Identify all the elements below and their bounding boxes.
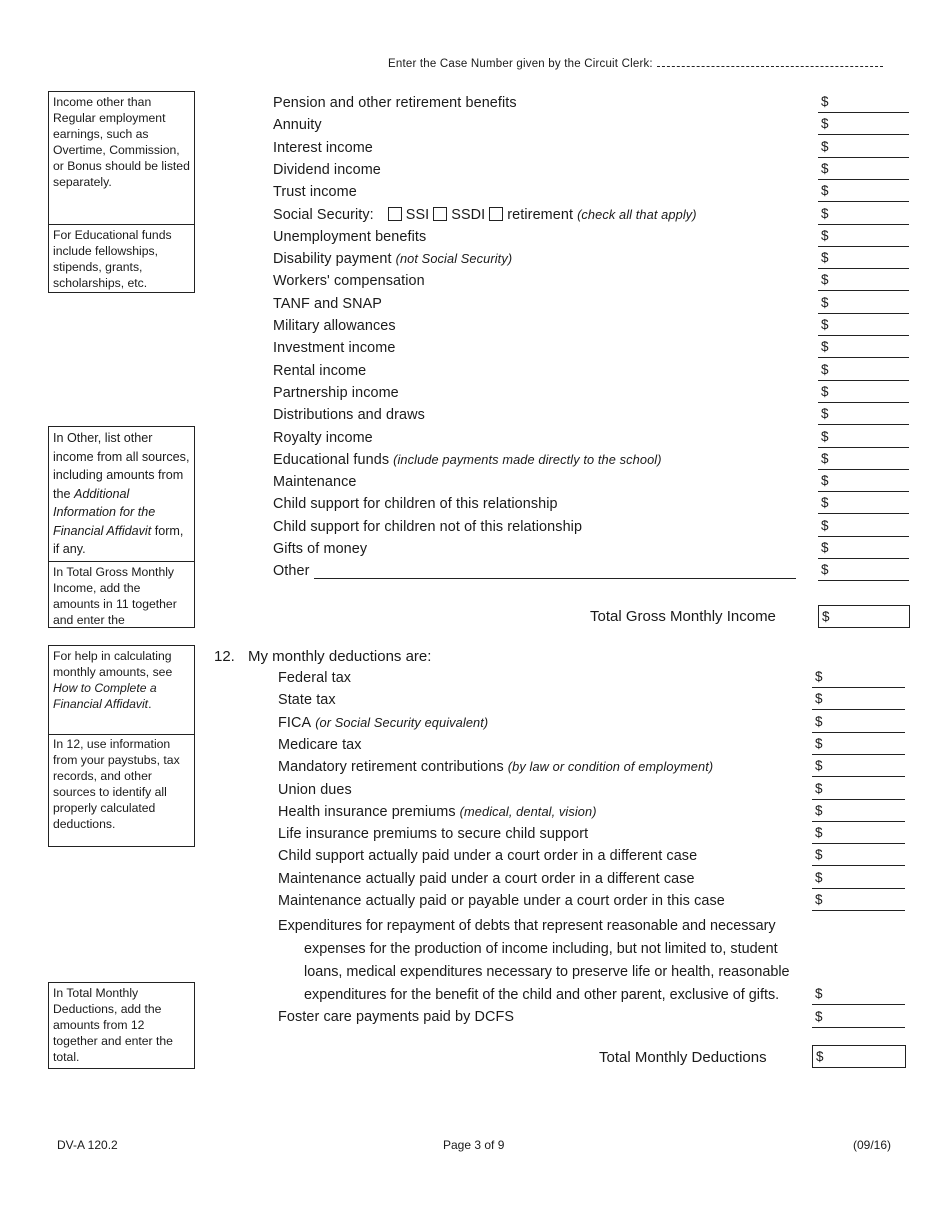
income-row-amount[interactable]: $	[818, 94, 909, 113]
income-row-label: Social Security: SSI SSDI retirement (check all that apply)	[273, 206, 697, 223]
income-row-amount[interactable]: $	[818, 429, 909, 448]
deduction-row-amount[interactable]: $	[812, 847, 905, 866]
deductions-title: My monthly deductions are:	[248, 648, 432, 665]
income-row-label: Royalty income	[273, 429, 373, 446]
form-id: DV-A 120.2	[57, 1138, 118, 1152]
deduction-row-amount[interactable]: $	[812, 669, 905, 688]
income-row-label: Pension and other retirement benefits	[273, 95, 517, 111]
income-row-amount[interactable]: $	[818, 562, 909, 581]
note-total-gross: In Total Gross Monthly Income, add the amounts in 11 together and enter the	[48, 561, 195, 628]
income-row-label: Partnership income	[273, 384, 399, 401]
deduction-row-amount[interactable]: $	[812, 892, 905, 911]
income-row-label: Military allowances	[273, 318, 396, 334]
deduction-row-label: Maintenance actually paid or payable under a court order in this case	[278, 893, 725, 909]
social-security-option-ssi: SSI	[405, 206, 430, 223]
expenditures-paragraph	[278, 915, 808, 1007]
deduction-row-label: Mandatory retirement contributions (by law or condition of employment)	[278, 759, 714, 776]
deduction-row-amount[interactable]: $	[812, 691, 905, 710]
note-other-income: In Other, list other income from all sources, including amounts from the Additional Information for the Financial Affidavit form, if any.	[48, 426, 195, 562]
deduction-row-label: Federal tax	[278, 670, 352, 686]
income-row-amount[interactable]: $	[818, 540, 909, 559]
income-row-label: Investment income	[273, 340, 396, 357]
checkbox-retirement[interactable]	[489, 207, 503, 221]
expenditures-first-line: Expenditures for repayment of debts that represent reasonable and necessary	[278, 918, 776, 934]
note-paystubs: In 12, use information from your paystubs, tax records, and other sources to identify all properly calculated deductions.	[48, 734, 195, 847]
case-number-header	[388, 55, 898, 70]
deduction-row-label: Child support actually paid under a court order in a different case	[278, 848, 698, 865]
income-row-label: TANF and SNAP	[273, 295, 382, 312]
other-description-field[interactable]	[314, 565, 796, 579]
income-row-amount[interactable]: $	[818, 495, 909, 514]
deduction-row-note: (medical, dental, vision)	[459, 803, 597, 819]
income-row-amount[interactable]: $	[818, 295, 909, 314]
note-total-deductions: In Total Monthly Deductions, add the amounts from 12 together and enter the total.	[48, 982, 195, 1069]
deduction-row-label: Maintenance actually paid under a court order in a different case	[278, 870, 695, 887]
income-row-label: Other	[273, 563, 796, 579]
income-row-amount[interactable]: $	[818, 362, 909, 381]
deduction-row-label: State tax	[278, 692, 336, 709]
income-row-label: Child support for children of this relationship	[273, 496, 558, 513]
deduction-row-amount[interactable]: $	[812, 714, 905, 733]
income-row-label: Interest income	[273, 139, 373, 156]
income-row-amount[interactable]: $	[818, 406, 909, 425]
income-row-note: (include payments made directly to the school)	[393, 451, 662, 467]
income-row-amount[interactable]: $	[818, 473, 909, 492]
income-row-label: Child support for children not of this relationship	[273, 518, 583, 535]
income-row-amount[interactable]: $	[818, 139, 909, 158]
deduction-row-amount[interactable]: $	[812, 758, 905, 777]
foster-care-label: Foster care payments paid by DCFS	[278, 1009, 515, 1025]
income-row-amount[interactable]: $	[818, 518, 909, 537]
deduction-row-label: Life insurance premiums to secure child support	[278, 826, 589, 843]
income-row-label: Maintenance	[273, 474, 357, 491]
social-security-option-retirement: retirement	[507, 206, 574, 223]
deduction-row-note: (by law or condition of employment)	[507, 759, 714, 775]
total-gross-label: Total Gross Monthly Income	[590, 608, 776, 625]
income-row-label: Educational funds (include payments made directly to the school)	[273, 451, 662, 468]
income-row-label: Trust income	[273, 184, 357, 201]
deduction-row-amount[interactable]: $	[812, 803, 905, 822]
note-other-italic: Additional Information for the Financial Affidavit	[53, 486, 156, 538]
expenditures-line-3: expenditures for the benefit of the child and other parent, exclusive of gifts.	[304, 987, 780, 1003]
income-row-label: Unemployment benefits	[273, 228, 427, 245]
income-row-amount[interactable]: $	[818, 317, 909, 336]
note-income-other: Income other than Regular employment earnings, such as Overtime, Commission, or Bonus should be listed separately.	[48, 91, 195, 225]
deduction-row-amount[interactable]: $	[812, 870, 905, 889]
page-number: Page 3 of 9	[443, 1138, 505, 1152]
deduction-row-amount[interactable]: $	[812, 736, 905, 755]
income-row-amount[interactable]: $	[818, 116, 909, 135]
case-number-label: Enter the Case Number given by the Circuit Clerk:	[388, 58, 653, 70]
deduction-row-amount[interactable]: $	[812, 781, 905, 800]
deduction-row-label: Union dues	[278, 781, 352, 798]
income-row-amount[interactable]: $	[818, 272, 909, 291]
income-row-note: (not Social Security)	[395, 251, 513, 267]
income-row-label: Rental income	[273, 362, 367, 379]
income-row-amount[interactable]: $	[818, 161, 909, 180]
income-row-amount[interactable]: $	[818, 206, 909, 225]
deduction-row-label: Health insurance premiums (medical, dental, vision)	[278, 803, 597, 820]
deduction-row-label: Medicare tax	[278, 736, 362, 753]
note-help-italic: How to Complete a Financial Affidavit	[53, 681, 157, 711]
deduction-row-amount[interactable]: $	[812, 825, 905, 844]
income-row-label: Annuity	[273, 117, 322, 134]
expenditures-line-1: expenses for the production of income including, but not limited to, student	[304, 941, 778, 957]
income-row-amount[interactable]: $	[818, 384, 909, 403]
total-deductions-field[interactable]: $	[812, 1045, 906, 1068]
deductions-number: 12.	[214, 648, 235, 665]
checkbox-ssdi[interactable]	[433, 207, 447, 221]
case-number-field[interactable]	[657, 55, 883, 67]
social-security-option-ssdi: SSDI	[451, 206, 486, 223]
deduction-row-label: FICA (or Social Security equivalent)	[278, 714, 489, 731]
foster-care-amount[interactable]: $	[812, 1009, 905, 1028]
income-row-label: Distributions and draws	[273, 407, 425, 424]
expenditures-amount[interactable]: $	[812, 986, 905, 1005]
income-row-amount[interactable]: $	[818, 339, 909, 358]
note-help: For help in calculating monthly amounts, see How to Complete a Financial Affidavit.	[48, 645, 195, 735]
income-row-label: Workers' compensation	[273, 273, 425, 290]
income-row-label: Dividend income	[273, 161, 381, 178]
total-gross-field[interactable]: $	[818, 605, 910, 628]
expenditures-line-2: loans, medical expenditures necessary to preserve life or health, reasonable	[304, 964, 790, 980]
income-row-amount[interactable]: $	[818, 228, 909, 247]
income-row-amount[interactable]: $	[818, 250, 909, 269]
form-revision: (09/16)	[853, 1138, 892, 1152]
income-row-amount[interactable]: $	[818, 183, 909, 202]
checkbox-ssi[interactable]	[388, 207, 402, 221]
note-educational: For Educational funds include fellowships, stipends, grants, scholarships, etc.	[48, 225, 195, 293]
total-deductions-label: Total Monthly Deductions	[599, 1049, 767, 1066]
income-row-label: Disability payment (not Social Security)	[273, 251, 513, 268]
deduction-row-note: (or Social Security equivalent)	[315, 714, 489, 730]
income-row-amount[interactable]: $	[818, 451, 909, 470]
income-row-label: Gifts of money	[273, 541, 368, 557]
social-security-hint: (check all that apply)	[577, 206, 697, 222]
